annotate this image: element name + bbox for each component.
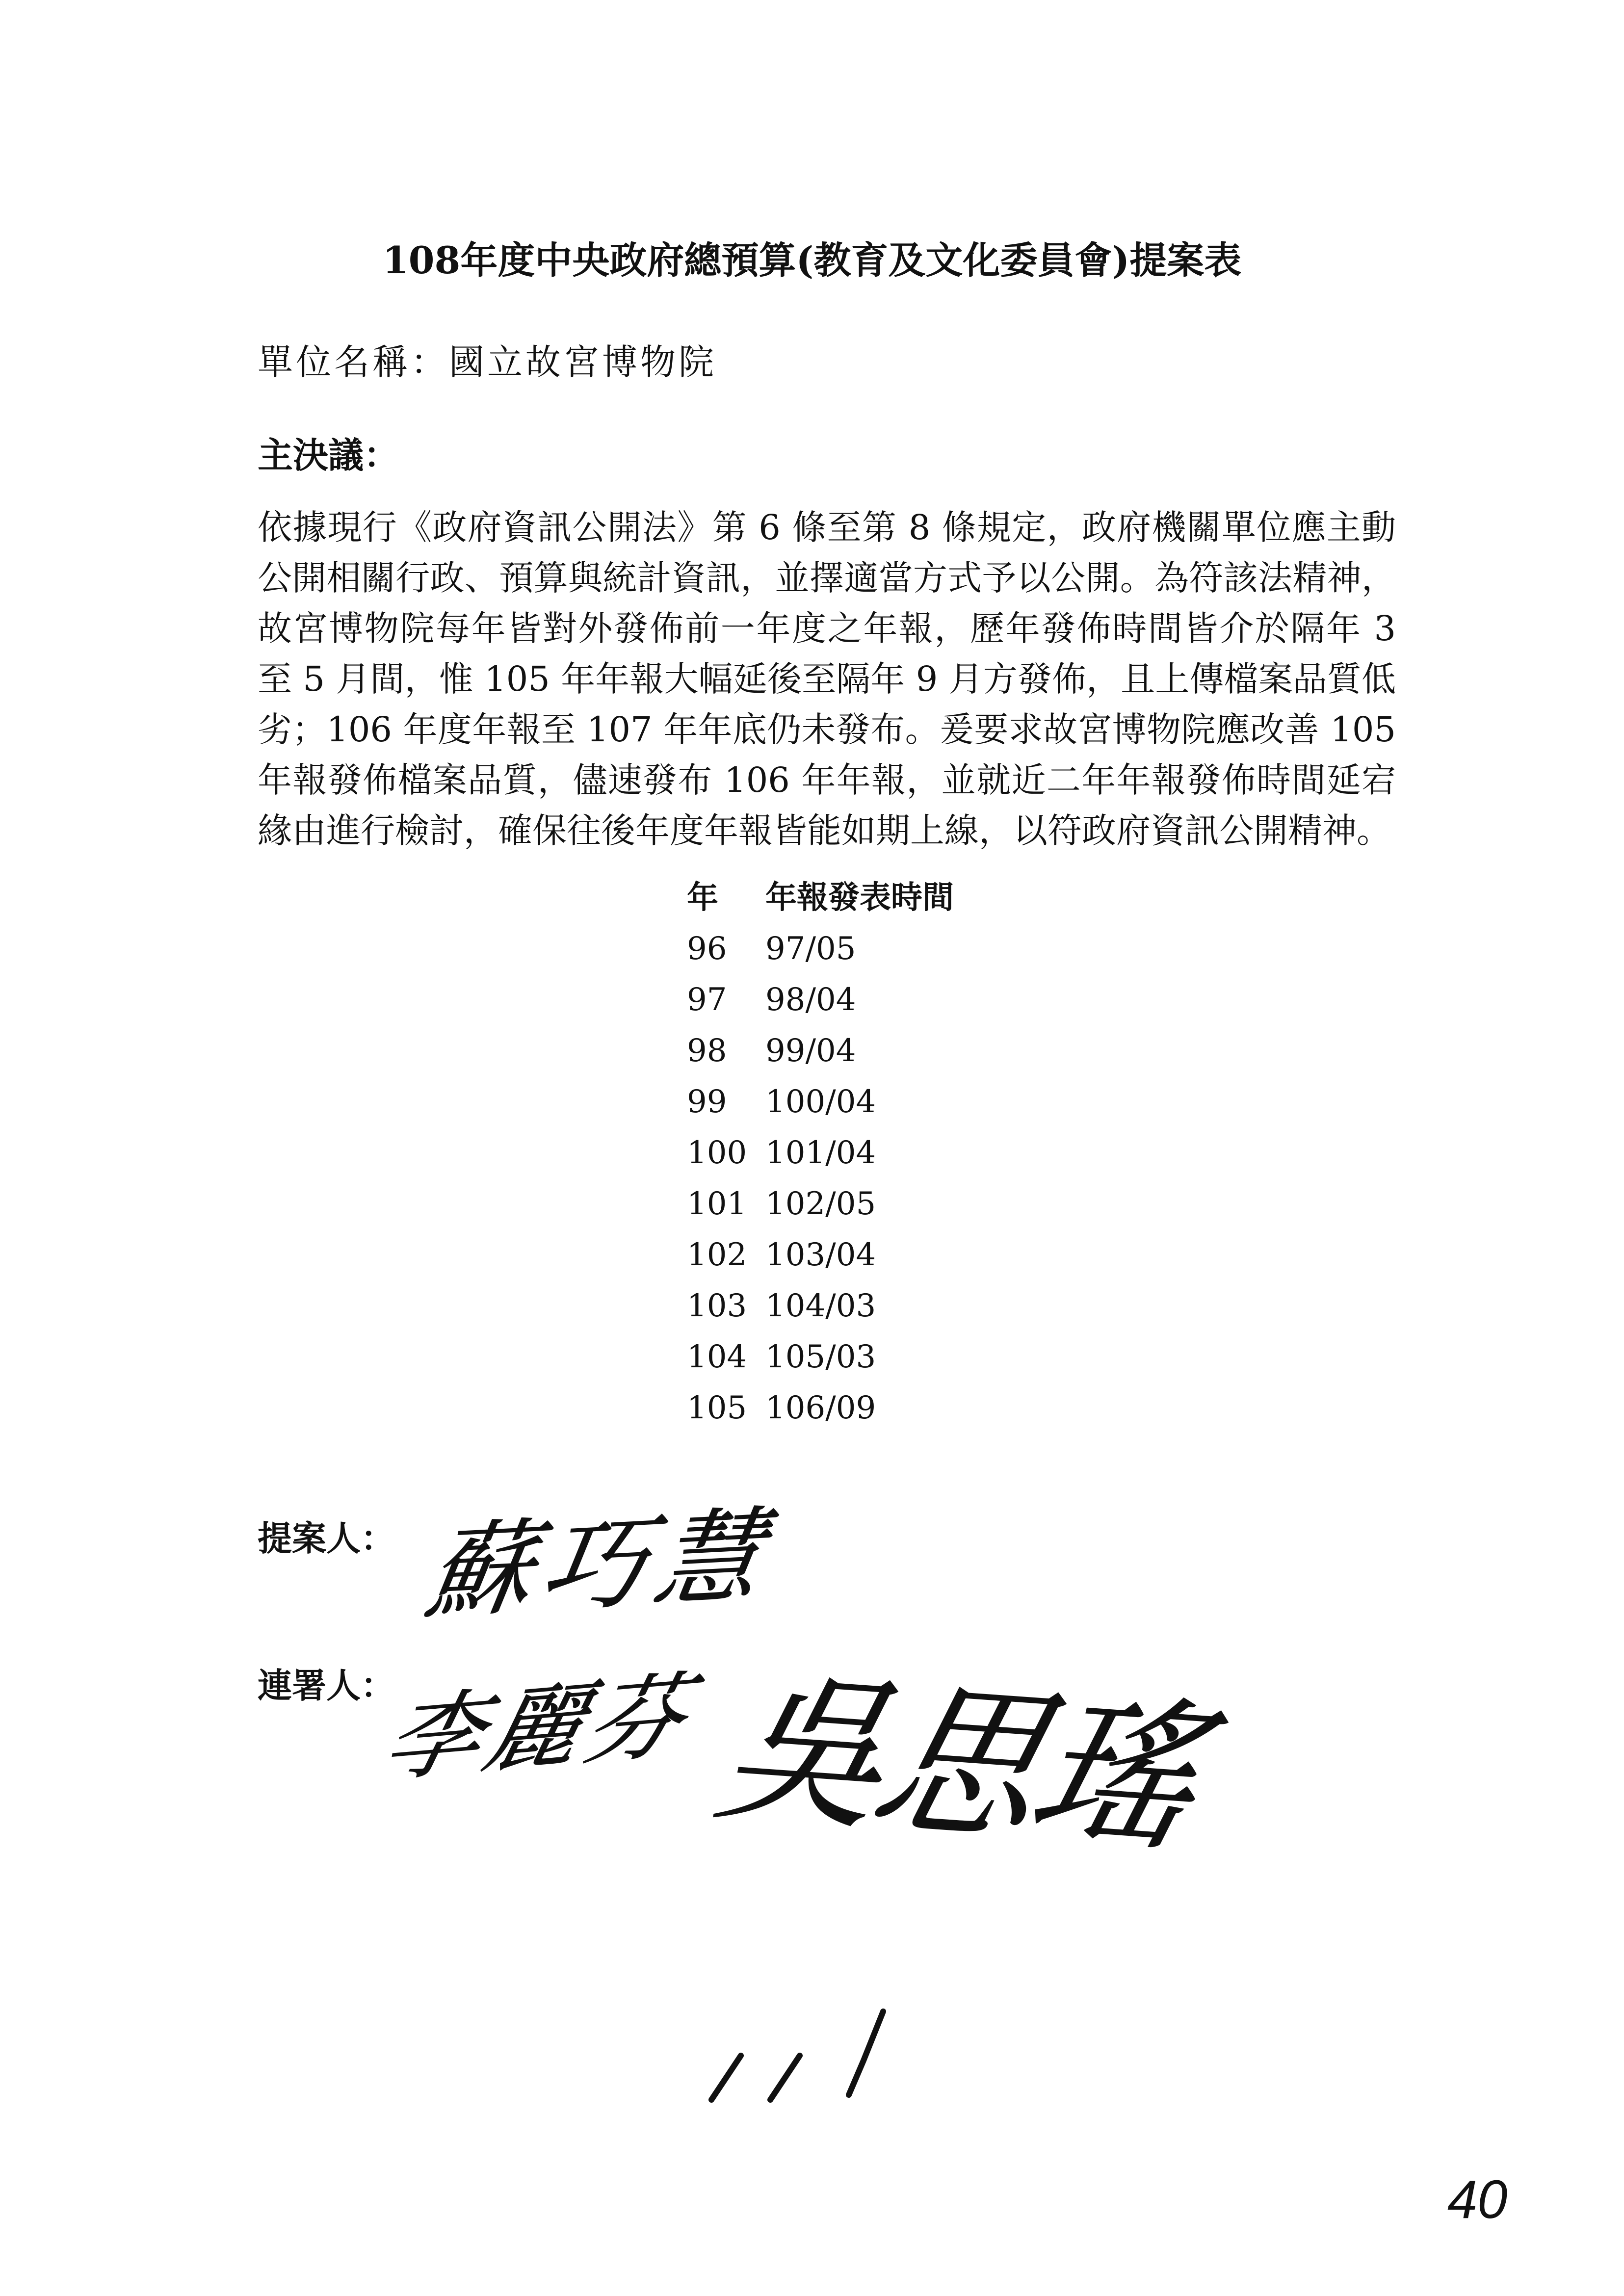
publish-time-cell: 104/03 — [765, 1288, 876, 1324]
year-cell: 100 — [687, 1135, 747, 1171]
publish-time-cell: 100/04 — [765, 1084, 876, 1120]
paragraph-line: 公開相關行政、預算與統計資訊，並擇適當方式予以公開。為符該法精神， — [258, 558, 1396, 598]
table-header — [687, 878, 954, 929]
table-row — [687, 1286, 954, 1337]
year-cell: 104 — [687, 1339, 747, 1375]
year-cell: 105 — [687, 1390, 747, 1426]
year-cell: 98 — [687, 1033, 727, 1069]
proposer-signature: 蘇巧慧 — [419, 1495, 781, 1633]
paragraph-line: 至 5 月間，惟 105 年年報大幅延後至隔年 9 月方發佈，且上傳檔案品質低 — [258, 659, 1396, 699]
tally-mark — [702, 2002, 908, 2110]
publish-time-cell: 103/04 — [765, 1237, 876, 1273]
document-title: 108年度中央政府總預算(教育及文化委員會)提案表 — [382, 238, 1242, 282]
header-year: 年 — [687, 879, 718, 916]
paragraph-line: 依據現行《政府資訊公開法》第 6 條至第 8 條規定，政府機關單位應主動 — [258, 507, 1396, 548]
publish-time-cell: 97/05 — [765, 931, 856, 967]
paragraph-line: 劣；106 年度年報至 107 年年底仍未發布。爰要求故宮博物院應改善 105 — [258, 709, 1396, 750]
cosigner-signature-1: 李麗芬 — [374, 1661, 702, 1795]
table-row — [687, 1184, 954, 1235]
paragraph-line: 年報發佈檔案品質，儘速發布 106 年年報，並就近二年年報發佈時間延宕 — [258, 760, 1396, 800]
proposer-label: 提案人： — [258, 1518, 395, 1559]
year-cell: 101 — [687, 1186, 747, 1222]
year-cell: 96 — [687, 931, 727, 967]
table-row — [687, 1133, 954, 1184]
unit-name: 單位名稱：國立故宮博物院 — [258, 341, 717, 383]
publish-time-cell: 98/04 — [765, 982, 856, 1018]
year-cell: 97 — [687, 982, 727, 1018]
table-row — [687, 980, 954, 1031]
table-row — [687, 1082, 954, 1133]
table-row — [687, 1031, 954, 1082]
table-row — [687, 1235, 954, 1286]
table-row — [687, 1388, 954, 1439]
publish-time-cell: 105/03 — [765, 1339, 876, 1375]
resolution-heading: 主決議： — [258, 434, 399, 476]
publish-time-cell: 101/04 — [765, 1135, 876, 1171]
cosigner-signature-2: 吳思瑤 — [703, 1653, 1214, 1874]
page-number: 40 — [1447, 2169, 1508, 2230]
publish-time-cell: 106/09 — [765, 1390, 876, 1426]
cosigner-label: 連署人： — [258, 1665, 395, 1706]
year-cell: 103 — [687, 1288, 747, 1324]
table-row — [687, 1337, 954, 1388]
paragraph-line: 故宮博物院每年皆對外發佈前一年度之年報，歷年發佈時間皆介於隔年 3 — [258, 608, 1396, 649]
year-cell: 102 — [687, 1237, 747, 1273]
year-cell: 99 — [687, 1084, 727, 1120]
table-row — [687, 929, 954, 980]
resolution-paragraph — [258, 505, 1396, 859]
publish-time-cell: 102/05 — [765, 1186, 876, 1222]
paragraph-line: 緣由進行檢討，確保往後年度年報皆能如期上線，以符政府資訊公開精神。 — [258, 810, 1391, 851]
header-publish-time: 年報發表時間 — [765, 879, 954, 916]
annual-report-table — [687, 878, 954, 1439]
publish-time-cell: 99/04 — [765, 1033, 856, 1069]
